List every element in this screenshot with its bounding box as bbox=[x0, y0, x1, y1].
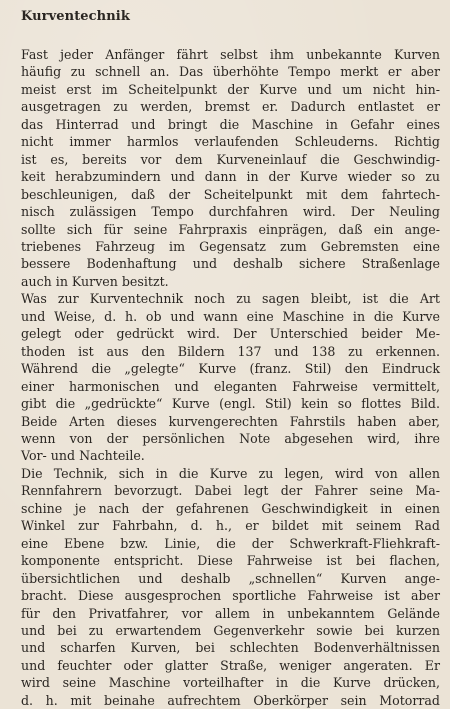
text-line: bessere Bodenhaftung und deshalb sichere Straßenlage bbox=[21, 256, 440, 272]
section-heading: Kurventechnik bbox=[21, 9, 130, 24]
text-line: übersichtlichen und deshalb „schnellen“ Kurven ange- bbox=[21, 570, 440, 586]
text-line: meist erst im Scheitelpunkt der Kurve und um nicht hin- bbox=[21, 81, 440, 97]
text-line: Was zur Kurventechnik noch zu sagen bleibt, ist die Art bbox=[21, 291, 440, 307]
text-line: für den Privatfahrer, vor allem in unbekanntem Gelände bbox=[21, 605, 440, 621]
text-line: Während die „gelegte“ Kurve (franz. Stil) den Eindruck bbox=[21, 361, 440, 377]
text-line: gibt die „gedrückte“ Kurve (engl. Stil) kein so flottes Bild. bbox=[21, 396, 440, 412]
text-line: Die Technik, sich in die Kurve zu legen, wird von allen bbox=[21, 465, 440, 481]
text-line: Vor- und Nachteile. bbox=[21, 448, 145, 464]
text-line: gelegt oder gedrückt wird. Der Unterschied beider Me- bbox=[21, 326, 440, 342]
text-line: Beide Arten dieses kurvengerechten Fahrstils haben aber, bbox=[21, 413, 440, 429]
text-line: ausgetragen zu werden, bremst er. Dadurch entlastet er bbox=[21, 99, 440, 115]
text-line: und scharfen Kurven, bei schlechten Bodenverhältnissen bbox=[21, 640, 440, 656]
text-line: d. h. mit beinahe aufrechtem Oberkörper sein Motorrad bbox=[21, 692, 440, 708]
text-line: und Weise, d. h. ob und wann eine Maschine in die Kurve bbox=[21, 308, 440, 324]
text-line: das Hinterrad und bringt die Maschine in Gefahr eines bbox=[21, 116, 440, 132]
text-line: triebenes Fahrzeug im Gegensatz zum Gebremsten eine bbox=[21, 238, 440, 254]
text-line: und feuchter oder glatter Straße, weniger angeraten. Er bbox=[21, 657, 440, 673]
text-line: Fast jeder Anfänger fährt selbst ihm unbekannte Kurven bbox=[21, 47, 440, 62]
text-line: beschleunigen, daß der Scheitelpunkt mit dem fahrtech- bbox=[21, 186, 440, 202]
text-line: Winkel zur Fahrbahn, d. h., er bildet mit seinem Rad bbox=[21, 518, 440, 534]
text-line: einer harmonischen und eleganten Fahrweise vermittelt, bbox=[21, 378, 440, 394]
text-line: sollte sich für seine Fahrpraxis einprägen, daß ein ange- bbox=[21, 221, 440, 237]
text-line: keit herabzumindern und dann in der Kurve wieder so zu bbox=[21, 169, 440, 185]
text-line: wenn von der persönlichen Note abgesehen wird, ihre bbox=[21, 430, 440, 446]
text-line: Rennfahrern bevorzugt. Dabei legt der Fahrer seine Ma- bbox=[21, 483, 440, 499]
body-text bbox=[21, 46, 440, 709]
text-line: komponente entspricht. Diese Fahrweise ist bei flachen, bbox=[21, 553, 440, 569]
text-line: schine je nach der gefahrenen Geschwindigkeit in einen bbox=[21, 500, 440, 516]
text-line: wird seine Maschine vorteilhafter in die Kurve drücken, bbox=[21, 675, 440, 691]
text-line: häufig zu schnell an. Das überhöhte Tempo merkt er aber bbox=[21, 64, 440, 80]
text-line: ist es, bereits vor dem Kurveneinlauf die Geschwindig- bbox=[21, 151, 440, 167]
text-line: auch in Kurven besitzt. bbox=[21, 273, 169, 289]
text-line: eine Ebene bzw. Linie, die der Schwerkraft-Fliehkraft- bbox=[21, 535, 440, 551]
text-line: nisch zulässigen Tempo durchfahren wird. Der Neuling bbox=[21, 204, 440, 220]
text-line: thoden ist aus den Bildern 137 und 138 zu erkennen. bbox=[21, 343, 440, 359]
text-line: bracht. Diese ausgesprochen sportliche Fahrweise ist aber bbox=[21, 588, 440, 604]
text-line: und bei zu erwartendem Gegenverkehr sowie bei kurzen bbox=[21, 622, 440, 638]
text-line: nicht immer harmlos verlaufenden Schleuderns. Richtig bbox=[21, 134, 440, 150]
